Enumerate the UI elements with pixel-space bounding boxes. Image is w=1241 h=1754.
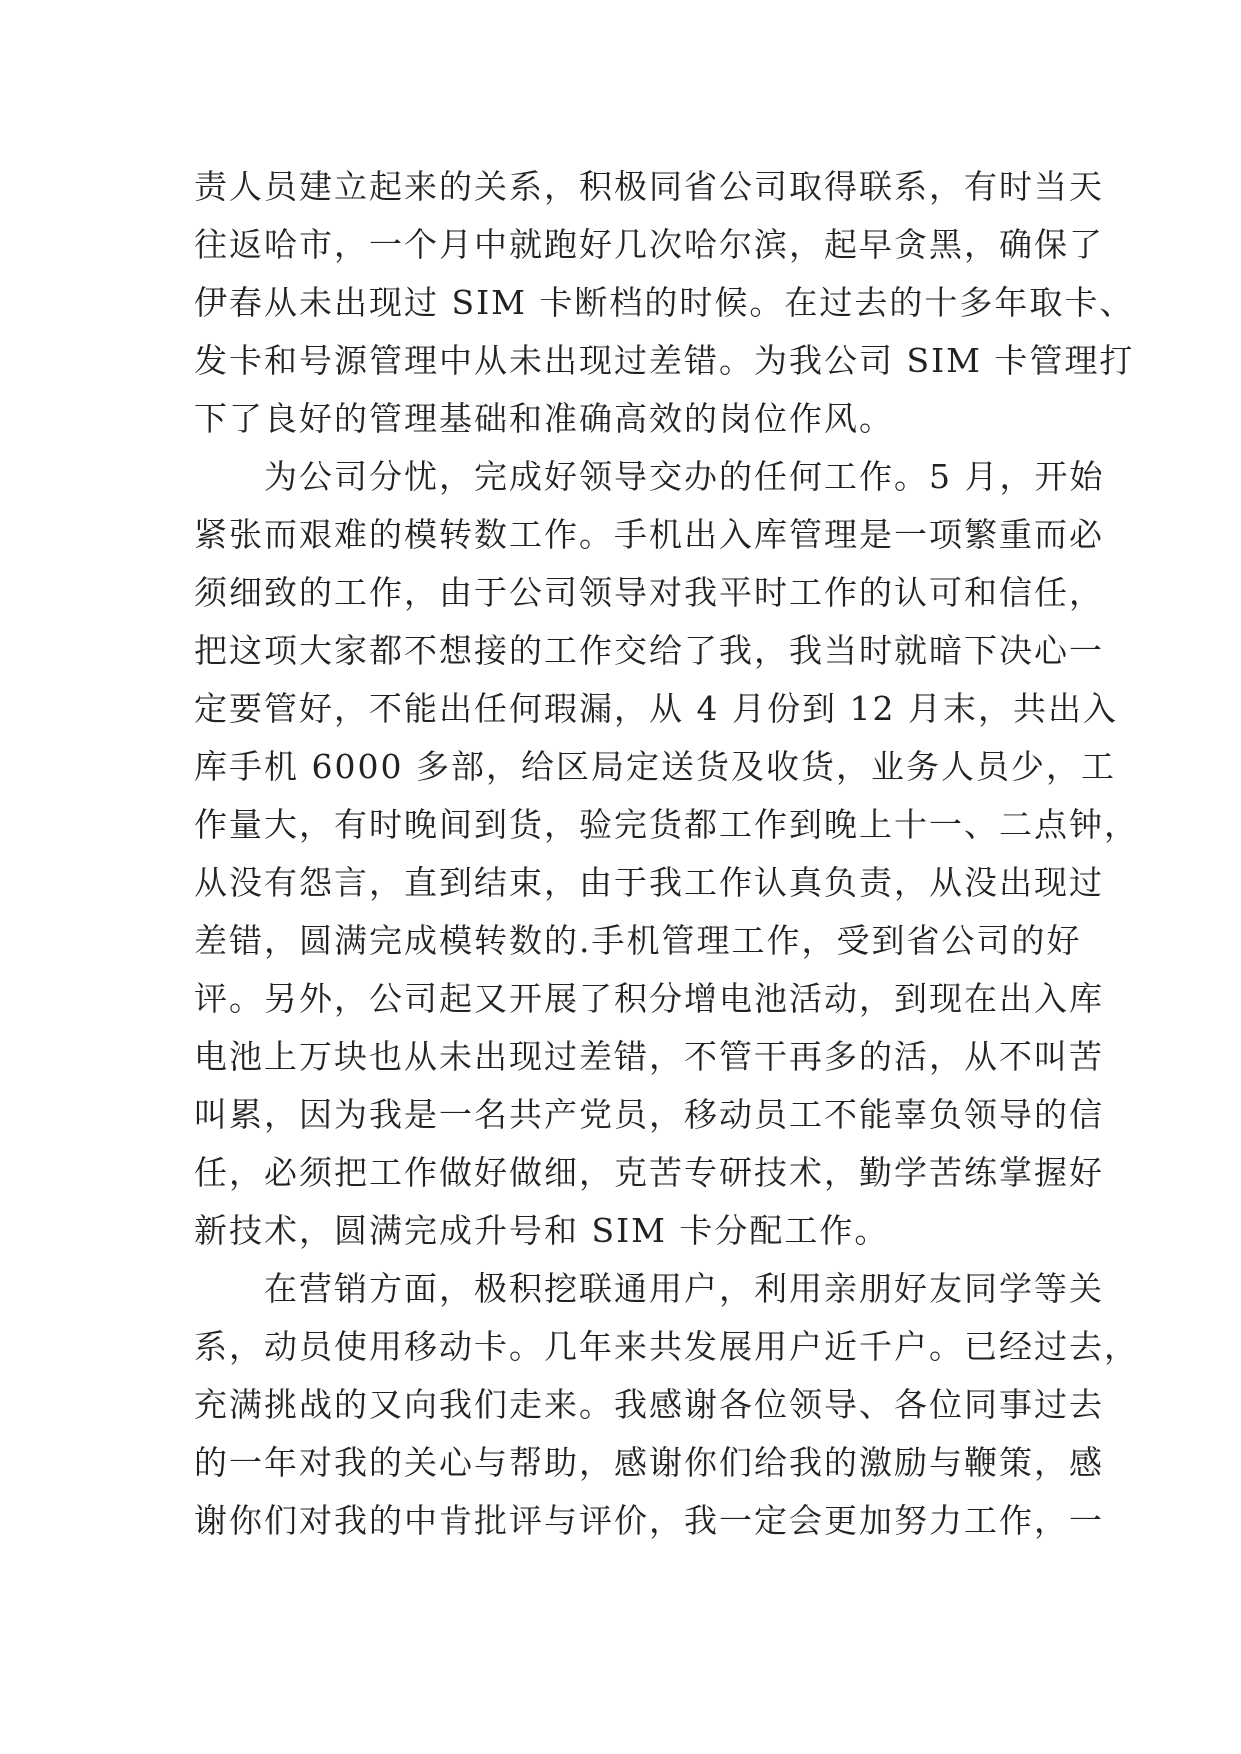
text-line: 为公司分忧，完成好领导交办的任何工作。5 月，开始 <box>194 457 1105 496</box>
text-line: 伊春从未出现过 SIM 卡断档的时候。在过去的十多年取卡、 <box>194 283 1135 322</box>
text-line: 在营销方面，极积挖联通用户，利用亲朋好友同学等关 <box>194 1269 1104 1308</box>
text-line: 电池上万块也从未出现过差错，不管干再多的活，从不叫苦 <box>194 1037 1104 1076</box>
text-line: 叫累，因为我是一名共产党员，移动员工不能辜负领导的信 <box>194 1095 1104 1134</box>
text-line: 作量大，有时晚间到货，验完货都工作到晚上十一、二点钟， <box>194 805 1139 844</box>
text-line: 把这项大家都不想接的工作交给了我，我当时就暗下决心一 <box>194 631 1104 670</box>
text-line: 须细致的工作，由于公司领导对我平时工作的认可和信任， <box>194 573 1104 612</box>
text-line: 差错，圆满完成模转数的.手机管理工作，受到省公司的好 <box>194 921 1082 960</box>
text-line: 从没有怨言，直到结束，由于我工作认真负责，从没出现过 <box>194 863 1104 902</box>
text-line: 新技术，圆满完成升号和 SIM 卡分配工作。 <box>194 1211 890 1250</box>
text-line: 谢你们对我的中肯批评与评价，我一定会更加努力工作，一 <box>194 1501 1104 1540</box>
text-line: 责人员建立起来的关系，积极同省公司取得联系，有时当天 <box>194 167 1104 206</box>
text-line: 下了良好的管理基础和准确高效的岗位作风。 <box>194 399 894 438</box>
text-line: 库手机 6000 多部，给区局定送货及收货，业务人员少，工 <box>194 747 1116 786</box>
text-line: 系，动员使用移动卡。几年来共发展用户近千户。已经过去， <box>194 1327 1139 1366</box>
body-text <box>194 158 1139 1550</box>
text-line: 往返哈市，一个月中就跑好几次哈尔滨，起早贪黑，确保了 <box>194 225 1104 264</box>
text-line: 的一年对我的关心与帮助，感谢你们给我的激励与鞭策，感 <box>194 1443 1104 1482</box>
text-line: 定要管好，不能出任何瑕漏，从 4 月份到 12 月末，共出入 <box>194 689 1118 728</box>
text-line: 发卡和号源管理中从未出现过差错。为我公司 SIM 卡管理打 <box>194 341 1135 380</box>
text-line: 紧张而艰难的模转数工作。手机出入库管理是一项繁重而必 <box>194 515 1104 554</box>
text-line: 充满挑战的又向我们走来。我感谢各位领导、各位同事过去 <box>194 1385 1104 1424</box>
text-line: 任，必须把工作做好做细，克苦专研技术，勤学苦练掌握好 <box>194 1153 1104 1192</box>
text-line: 评。另外，公司起又开展了积分增电池活动，到现在出入库 <box>194 979 1104 1018</box>
